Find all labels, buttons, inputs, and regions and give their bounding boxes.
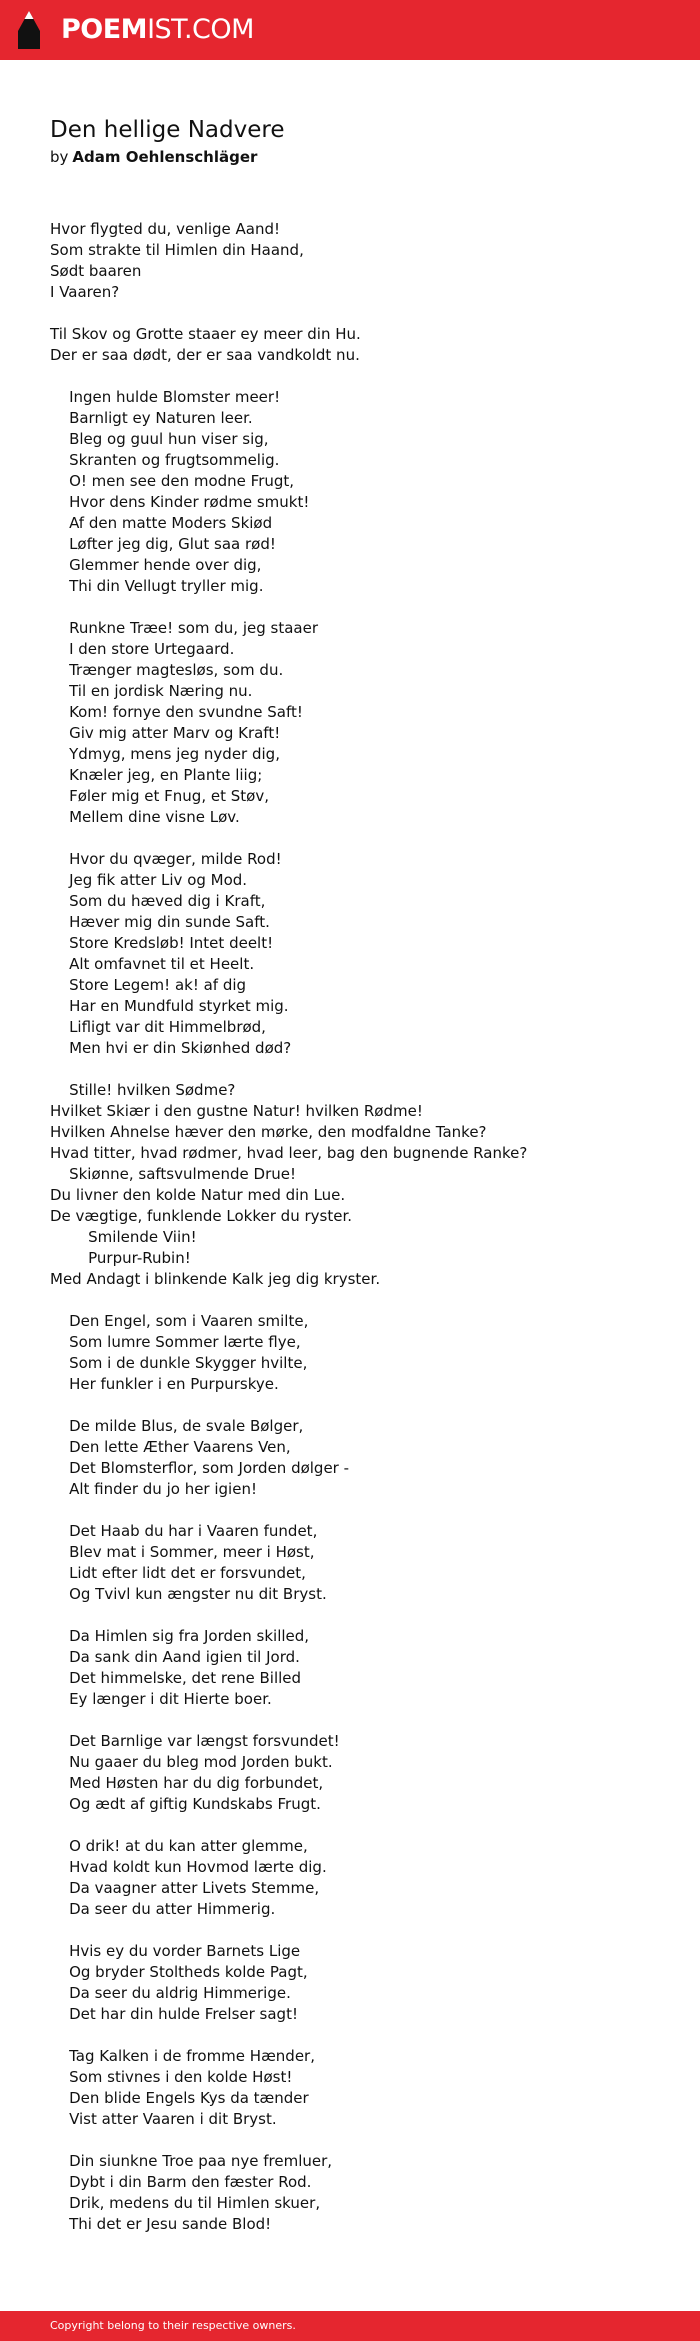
stanza <box>50 2046 670 2130</box>
poem-line: Den Engel, som i Vaaren smilte, <box>50 1312 309 1330</box>
poem-line: I Vaaren? <box>50 283 120 301</box>
poem-title: Den hellige Nadvere <box>50 117 285 143</box>
poem-line: Kom! fornye den svundne Saft! <box>50 703 303 721</box>
poem-line: Hvad titter, hvad rødmer, hvad leer, bag den bugnende Ranke? <box>50 1144 528 1162</box>
poem-line: Da seer du atter Himmerig. <box>50 1900 276 1918</box>
stanza <box>50 1941 670 2025</box>
poem-line: Ingen hulde Blomster meer! <box>50 388 281 406</box>
site-header <box>0 0 700 60</box>
poem-line: Runkne Træe! som du, jeg staaer <box>50 619 318 637</box>
poem-line: Hæver mig din sunde Saft. <box>50 913 270 931</box>
poem-line: Skranten og frugtsommelig. <box>50 451 280 469</box>
poem-line: Du livner den kolde Natur med din Lue. <box>50 1186 346 1204</box>
poem-line: Og ædt af giftig Kundskabs Frugt. <box>50 1795 321 1813</box>
poem-line: Bleg og guul hun viser sig, <box>50 430 269 448</box>
byline-prefix: by <box>50 148 69 166</box>
stanza <box>50 1731 670 1815</box>
poem-line: Det Blomsterflor, som Jorden dølger - <box>50 1459 350 1477</box>
poem-line: De milde Blus, de svale Bølger, <box>50 1417 304 1435</box>
poem-line: Trænger magtesløs, som du. <box>50 661 284 679</box>
poem-line: Her funkler i en Purpurskye. <box>50 1375 279 1393</box>
poem-line: Den blide Engels Kys da tænder <box>50 2089 309 2107</box>
poem-line: Skiønne, saftsvulmende Drue! <box>50 1165 297 1183</box>
poem-line: Drik, medens du til Himlen skuer, <box>50 2194 321 2212</box>
poem-line: Da sank din Aand igien til Jord. <box>50 1648 300 1666</box>
stanza <box>50 324 670 366</box>
stanza <box>50 849 670 1059</box>
poem-line: Knæler jeg, en Plante liig; <box>50 766 263 784</box>
poem-header <box>50 115 284 167</box>
poem-line: Det Haab du har i Vaaren fundet, <box>50 1522 318 1540</box>
poem-line: Tag Kalken i de fromme Hænder, <box>50 2047 315 2065</box>
poem-line: Sødt baaren <box>50 262 142 280</box>
poem-line: Til en jordisk Næring nu. <box>50 682 253 700</box>
poem-line: Hvis ey du vorder Barnets Lige <box>50 1942 301 1960</box>
poem-line: Det har din hulde Frelser sagt! <box>50 2005 298 2023</box>
poem-line: Store Kredsløb! Intet deelt! <box>50 934 274 952</box>
poem-line: Din siunkne Troe paa nye fremluer, <box>50 2152 333 2170</box>
poem-line: Da seer du aldrig Himmerige. <box>50 1984 291 2002</box>
poem-line: Alt finder du jo her igien! <box>50 1480 257 1498</box>
stanza <box>50 2151 670 2235</box>
poem-line: Lidt efter lidt det er forsvundet, <box>50 1564 306 1582</box>
poem-line: Hvilket Skiær i den gustne Natur! hvilken Rødme! <box>50 1102 423 1120</box>
stanza <box>50 1080 670 1290</box>
poem-line: Vist atter Vaaren i dit Bryst. <box>50 2110 277 2128</box>
poem-line: Der er saa dødt, der er saa vandkoldt nu. <box>50 346 360 364</box>
poem-line: O drik! at du kan atter glemme, <box>50 1837 308 1855</box>
poem-line: Thi din Vellugt tryller mig. <box>50 577 264 595</box>
poem-line: Som lumre Sommer lærte flye, <box>50 1333 301 1351</box>
poem-body <box>50 219 670 2256</box>
poem-line: Har en Mundfuld styrket mig. <box>50 997 289 1015</box>
poem-line: Af den matte Moders Skiød <box>50 514 273 532</box>
poem-line: Jeg fik atter Liv og Mod. <box>50 871 248 889</box>
stanza <box>50 618 670 828</box>
poem-line: Store Legem! ak! af dig <box>50 976 247 994</box>
poem-line: Da vaagner atter Livets Stemme, <box>50 1879 320 1897</box>
stanza <box>50 387 670 597</box>
poem-line: Som du hæved dig i Kraft, <box>50 892 266 910</box>
byline <box>50 147 284 167</box>
copyright-text: Copyright belong to their respective owners. <box>50 2319 296 2332</box>
poem-line: Som stivnes i den kolde Høst! <box>50 2068 293 2086</box>
poem-line: Dybt i din Barm den fæster Rod. <box>50 2173 312 2191</box>
poem-line: De vægtige, funklende Lokker du ryster. <box>50 1207 353 1225</box>
poem-line: Og Tvivl kun ængster nu dit Bryst. <box>50 1585 327 1603</box>
stanza <box>50 219 670 303</box>
poem-line: Purpur-Rubin! <box>50 1249 191 1267</box>
poem-line: Mellem dine visne Løv. <box>50 808 240 826</box>
poem-line: I den store Urtegaard. <box>50 640 235 658</box>
poem-line: Som strakte til Himlen din Haand, <box>50 241 304 259</box>
poem-line: Føler mig et Fnug, et Støv, <box>50 787 269 805</box>
poem-line: Løfter jeg dig, Glut saa rød! <box>50 535 276 553</box>
stanza <box>50 1626 670 1710</box>
poem-line: Men hvi er din Skiønhed død? <box>50 1039 292 1057</box>
poem-line: Glemmer hende over dig, <box>50 556 262 574</box>
site-logo[interactable]: POEMIST.COM <box>61 14 254 45</box>
poem-line: Stille! hvilken Sødme? <box>50 1081 236 1099</box>
poem-line: Det Barnlige var længst forsvundet! <box>50 1732 340 1750</box>
poem-line: Alt omfavnet til et Heelt. <box>50 955 255 973</box>
poem-line: Hvilken Ahnelse hæver den mørke, den modfaldne Tanke? <box>50 1123 487 1141</box>
author-link[interactable]: Adam Oehlenschläger <box>72 148 258 166</box>
site-footer <box>0 2311 700 2341</box>
poem-line: Som i de dunkle Skygger hvilte, <box>50 1354 308 1372</box>
poem-line: Hvor flygted du, venlige Aand! <box>50 220 281 238</box>
stanza <box>50 1416 670 1500</box>
poem-line: Thi det er Jesu sande Blod! <box>50 2215 272 2233</box>
poem-line: Giv mig atter Marv og Kraft! <box>50 724 281 742</box>
pencil-icon[interactable] <box>18 11 40 49</box>
poem-line: Hvor dens Kinder rødme smukt! <box>50 493 310 511</box>
poem-line: Barnligt ey Naturen leer. <box>50 409 253 427</box>
poem-line: Med Høsten har du dig forbundet, <box>50 1774 324 1792</box>
stanza <box>50 1521 670 1605</box>
poem-line: Med Andagt i blinkende Kalk jeg dig kryster. <box>50 1270 381 1288</box>
poem-line: Smilende Viin! <box>50 1228 197 1246</box>
poem-line: Det himmelske, det rene Billed <box>50 1669 302 1687</box>
poem-line: O! men see den modne Frugt, <box>50 472 295 490</box>
poem-line: Til Skov og Grotte staaer ey meer din Hu. <box>50 325 361 343</box>
poem-line: Den lette Æther Vaarens Ven, <box>50 1438 291 1456</box>
poem-line: Hvad koldt kun Hovmod lærte dig. <box>50 1858 327 1876</box>
poem-line: Nu gaaer du bleg mod Jorden bukt. <box>50 1753 333 1771</box>
poem-line: Blev mat i Sommer, meer i Høst, <box>50 1543 315 1561</box>
poem-line: Ydmyg, mens jeg nyder dig, <box>50 745 280 763</box>
stanza <box>50 1311 670 1395</box>
poem-line: Da Himlen sig fra Jorden skilled, <box>50 1627 310 1645</box>
poem-line: Lifligt var dit Himmelbrød, <box>50 1018 266 1036</box>
poem-line: Og bryder Stoltheds kolde Pagt, <box>50 1963 308 1981</box>
poem-line: Hvor du qvæger, milde Rod! <box>50 850 282 868</box>
stanza <box>50 1836 670 1920</box>
poem-line: Ey længer i dit Hierte boer. <box>50 1690 272 1708</box>
